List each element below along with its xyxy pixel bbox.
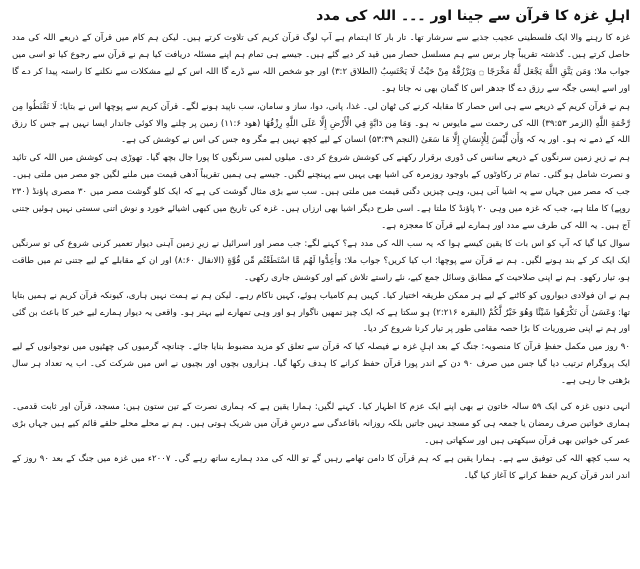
paragraph-1: غزہ کا رہنے والا ایک فلسطینی عجیب جذبے سے سرشار تھا۔ تار بار کا اہتمام ہے آپ لوگ قرآن کریم کی تلاوت کرتے ہیں۔ لیکن ہم کام میں قرآن کے ذریعے اللہ کی مدد حاصل کرتے ہیں۔ گذشتہ تقریباً چار برس سے ہم مسلسل حصار میں قید کر دیے گئے ہیں۔ جیسے ہی تمام ہم اپنے مسئلہ دریافت کیا ہم نے قرآن سے رجوع کیا تو اسی میں جواب ملا: وَمَن يَتَّقِ اللَّهَ يَجْعَل لَّهُ مَخْرَجًا ۝ وَيَرْزُقْهُ مِنْ حَيْثُ لَا يَحْتَسِبُ (الطلاق ۳:۲) اور جو شخص اللہ سے ڈرے گا اللہ اس کے لیے مشکلات سے نکلنے کا راستہ پیدا کر دے گا اور اسے ایسی جگہ سے رزق دے گا جدھر اس کا گمان بھی نہ جاتا ہو۔ (12, 33, 630, 94)
paragraph-5: ہم نے ان فولادی دیواروں کو کاٹنے کے لیے ہر ممکن طریقہ اختیار کیا۔ کہیں ہم کامیاب ہوئے، کہیں ناکام رہے۔ لیکن ہم نے ہمت نہیں ہاری، کیونکہ قرآن کریم نے ہمیں بتایا تھا: وَعَسَىٰ أَن تَكْرَهُوا شَيْئًا وَهُوَ خَيْرٌ لَّكُمْ (البقرہ ۲:۲۱۶) ہو سکتا ہے کہ ایک چیز تمھیں ناگوار ہو اور وہی تمھارے لیے بہتر ہو۔ واقعی یہ دیوار ہمارے لیے خیر کا باعث بن گئی اور ہم نے اپنی ضروریات کا بڑا حصہ مقامی طور پر تیار کرنا شروع کر دیا۔ (12, 290, 630, 335)
paragraph-3: ہم نے زیرِ زمین سرنگوں کے ذریعے سانس کی ڈوری برقرار رکھنے کی کوشش شروع کر دی۔ میلوں لمبی سرنگوں کا پورا جال بچھ گیا۔ تھوڑی ہی کوشش میں اللہ کی تائید و نصرت شامل ہو گئی۔ تمام تر رکاوٹوں کے باوجود روزمرہ کی اشیا بھی یہیں سے پہنچنے لگیں۔ جیسے ہی ہمیں تقریباً آدھی قیمت میں ملنے لگیں جو مصر میں ملتی ہیں۔ جب کہ مصر میں جہاں سے یہ اشیا آتی ہیں، وہی چیزیں دگنی قیمت میں ملتی ہیں۔ سب سے بڑی مثال گوشت کی ہے کہ ایک کلو گوشت مصر میں ۳۰ مصری پاؤنڈ (۲۳۰ روپے) کا ملتا ہے، جب کہ غزہ میں وہی ۲۰ پاؤنڈ کا ملتا ہے۔ اسی طرح دیگر اشیا بھی ارزاں ہیں۔ غزہ کی تاریخ میں کبھی اشیائے خورد و نوش اتنی سستی نہیں ہوئیں جتنی آج ہیں۔ یہ اللہ کی طرف سے مدد اور ہمارے لیے قرآن کا معجزہ ہے۔ (12, 153, 630, 231)
paragraph-2: ہم نے قرآن کریم کے ذریعے سے ہی اس حصار کا مقابلہ کرنے کی ٹھان لی۔ غذا، پانی، دوا، ساز و سامان، سب ناپید ہونے لگے۔ قرآن کریم سے پوچھا اس نے بتایا: لَا تَقْنَطُوا مِن رَّحْمَةِ اللَّهِ (الزمر ۳۹:۵۳) اللہ کی رحمت سے مایوس نہ ہو۔ وَمَا مِن دَابَّةٍ فِي الْأَرْضِ إِلَّا عَلَى اللَّهِ رِزْقُهَا (ھود ۱۱:۶) زمین پر چلنے والا کوئی جاندار ایسا نہیں ہے جس کا رزق اللہ کے ذمے نہ ہو۔ اور یہ کہ وَأَن لَّيْسَ لِلْإِنسَانِ إِلَّا مَا سَعَىٰ (النجم ۵۳:۳۹) انسان کے لیے کچھ نہیں ہے مگر وہ جس کی اس نے کوشش کی ہے۔ (12, 101, 630, 146)
paragraph-4: سوال کیا گیا کہ آپ کو اس بات کا یقین کیسے ہوا کہ یہ سب اللہ کی مدد ہے؟ کہنے لگے: جب مصر اور اسرائیل نے زیرِ زمین آہنی دیوار تعمیر کرنی شروع کی تو سرنگیں ایک ایک کر کے بند ہونے لگیں۔ ہم نے قرآن سے پوچھا: اب کیا کریں؟ جواب ملا: وَأَعِدُّوا لَهُم مَّا اسْتَطَعْتُم مِّن قُوَّةٍ (الانفال ۸:۶۰) اور ان کے مقابلے کے لیے جتنی تم میں طاقت ہو، تیار رکھو۔ ہم نے اپنی صلاحیت کے مطابق وسائل جمع کیے، نئے راستے تلاش کیے اور کوشش جاری رکھی۔ (12, 238, 630, 283)
paragraph-8: یہ سب کچھ اللہ کی توفیق سے ہے۔ ہمارا یقین ہے کہ ہم قرآن کا دامن تھامے رہیں گے تو اللہ کی مدد ہمارے ساتھ رہے گی۔ ۲۰۰۷ء میں غزہ میں جنگ کے بعد ۹۰ روز کے اندر اندر قرآن کریم حفظ کرانے کا آغاز کیا گیا۔ (12, 453, 631, 481)
paragraph-7: انہی دنوں غزہ کی ایک ۵۹ سالہ خاتون نے بھی اپنے ایک عزم کا اظہار کیا۔ کہنے لگیں: ہمارا یقین ہے کہ ہماری نصرت کے تین ستون ہیں: مسجد، قرآن اور ثابت قدمی۔ ہماری خواتین صرف رمضان یا جمعہ ہی کو مسجد نہیں جاتیں بلکہ روزانہ باقاعدگی سے درسِ قرآن میں شریک ہوتی ہیں۔ ہم نے محلے محلے حلقے قائم کیے ہیں جہاں بڑی عمر کی خواتین بھی قرآن سیکھتی ہیں اور سکھاتی ہیں۔ (12, 402, 630, 446)
article-title: اہلِ غزہ کا قرآن سے جینا اور ۔۔۔ اللہ کی مدد (316, 8, 630, 24)
paragraph-6: ۹۰ روز میں مکمل حفظِ قرآن کا منصوبہ: جنگ کے بعد اہلِ غزہ نے فیصلہ کیا کہ قرآن سے تعلق کو مزید مضبوط بنایا جائے۔ چنانچہ گرمیوں کی چھٹیوں میں نوجوانوں کے لیے ایک پروگرام ترتیب دیا گیا جس میں صرف ۹۰ دن کے اندر پورا قرآن حفظ کرانے کا ہدف رکھا گیا۔ ہزاروں بچوں اور بچیوں نے اس میں شرکت کی۔ اب یہ تعداد ہر سال بڑھتی جا رہی ہے۔ (12, 342, 631, 387)
